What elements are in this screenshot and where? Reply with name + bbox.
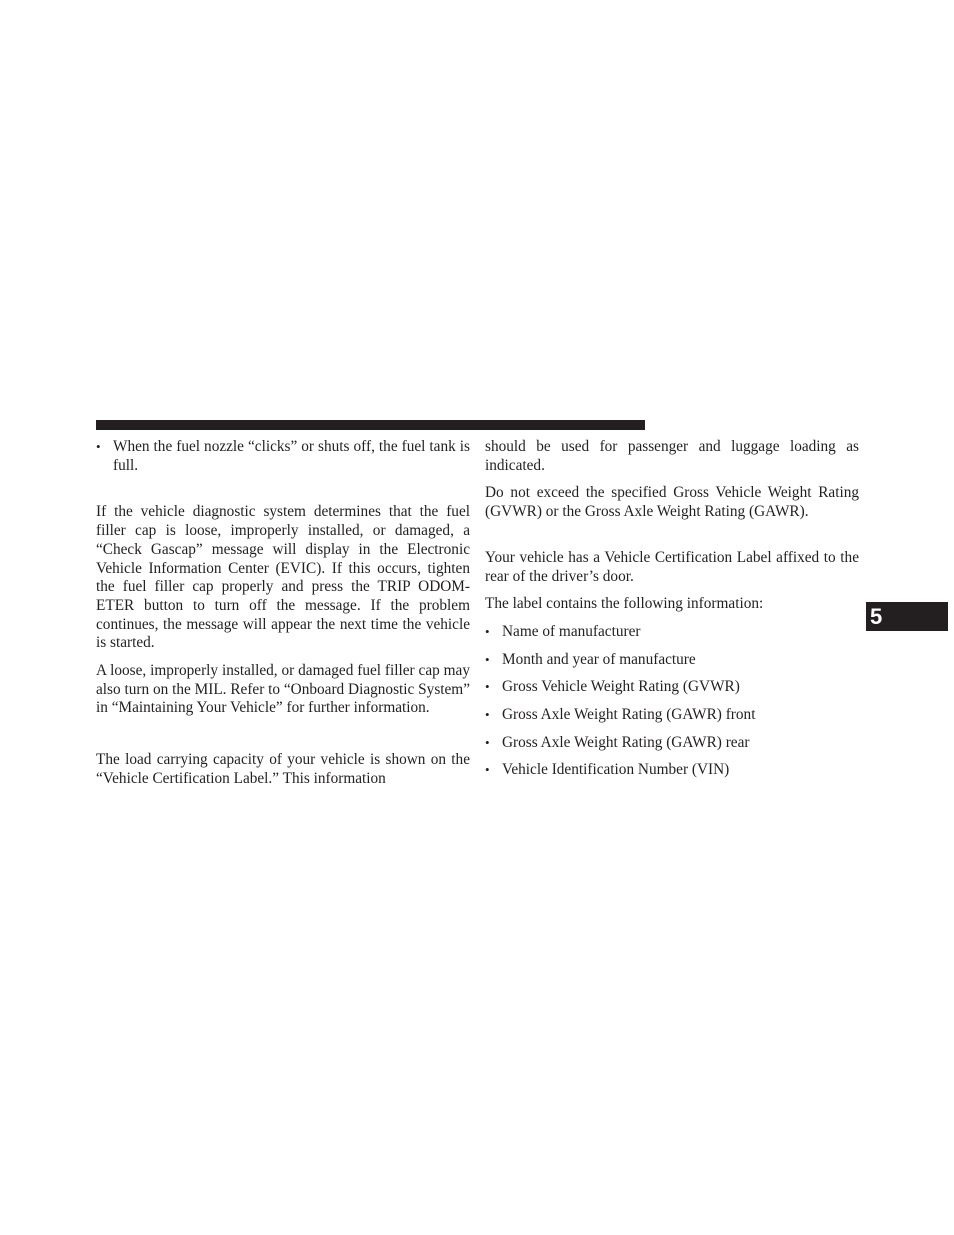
bullet-icon: • xyxy=(96,439,101,454)
list-item xyxy=(485,761,859,780)
bullet-icon: • xyxy=(485,734,490,750)
paragraph-do-not-exceed: Do not exceed the specified Gross Vehicle Weight Rating (GVWR) or the Gross Axle Weight Rating (GAWR). xyxy=(485,484,859,521)
paragraph-mil: A loose, improperly installed, or damaged fuel filler cap may also turn on the MIL. Refer to “Onboard Diagnostic System” in “Maintaining Your Vehicle” for further information. xyxy=(96,662,470,717)
section-header-rule xyxy=(96,420,645,430)
chapter-tab xyxy=(866,602,948,631)
bullet-text: Gross Axle Weight Rating (GAWR) rear xyxy=(502,733,750,751)
right-column xyxy=(485,438,859,780)
bullet-text: When the fuel nozzle “clicks” or shuts off, the fuel tank is full. xyxy=(113,438,470,474)
bullet-icon: • xyxy=(485,679,490,695)
list-item xyxy=(96,438,470,475)
bullet-text: Month and year of manufacture xyxy=(502,650,696,668)
list-item xyxy=(485,734,859,753)
list-item xyxy=(485,706,859,725)
bullet-text: Gross Axle Weight Rating (GAWR) front xyxy=(502,706,756,724)
paragraph-label-contains: The label contains the following information: xyxy=(485,595,764,613)
paragraph-load-continued: should be used for passenger and luggage loading as indicated. xyxy=(485,438,859,474)
left-column xyxy=(96,438,470,789)
paragraph-gascap-message: If the vehicle diagnostic system determines that the fuel filler cap is loose, improperly installed, or damaged, a “Check Gascap” message will display in the Electronic Vehicle Information Center (EVIC). If this occurs, tighten the fuel filler cap properly and press the TRIP ODOM-ETER button to turn off the message. If the problem continues, the message will appear the next time the vehicle is started. xyxy=(96,503,470,652)
paragraph-load-capacity: The load carrying capacity of your vehicle is shown on the “Vehicle Certification Label.” This information xyxy=(96,751,470,787)
paragraph-cert-label: Your vehicle has a Vehicle Certification Label affixed to the rear of the driver’s door. xyxy=(485,548,859,585)
list-item xyxy=(485,623,859,642)
chapter-number: 5 xyxy=(870,604,883,629)
bullet-icon: • xyxy=(485,762,490,778)
bullet-text: Name of manufacturer xyxy=(502,622,641,640)
bullet-text: Vehicle Identification Number (VIN) xyxy=(502,761,730,779)
list-item xyxy=(485,651,859,670)
list-item xyxy=(485,678,859,697)
bullet-icon: • xyxy=(485,651,490,667)
bullet-text: Gross Vehicle Weight Rating (GVWR) xyxy=(502,678,740,696)
bullet-icon: • xyxy=(485,623,490,639)
bullet-icon: • xyxy=(485,707,490,723)
